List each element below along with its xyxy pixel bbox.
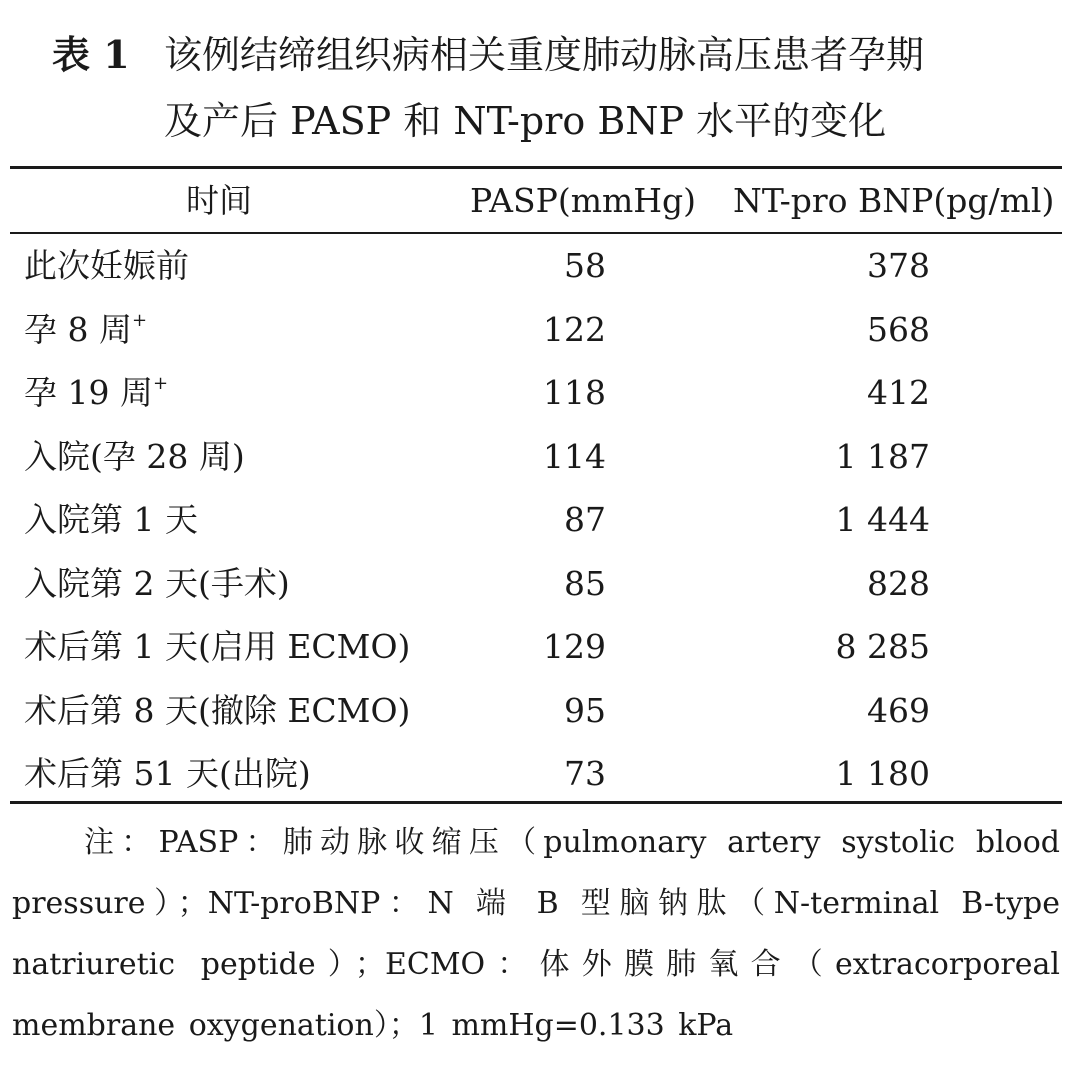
table-row bbox=[0, 488, 1080, 552]
cell-nt-pro-bnp: 469 bbox=[867, 690, 930, 730]
cell-pasp: 58 bbox=[564, 246, 606, 285]
cell-time: 入院(孕 28 周) bbox=[24, 436, 245, 476]
cell-time: 孕 19 周+ bbox=[24, 373, 169, 412]
header-nt-pro-bnp: NT-pro BNP(pg/ml) bbox=[733, 181, 1055, 220]
cell-pasp: 118 bbox=[543, 373, 606, 412]
table-row bbox=[0, 615, 1080, 679]
table-row bbox=[0, 425, 1080, 489]
caption-label: 表 1 bbox=[52, 32, 130, 77]
header-pasp: PASP(mmHg) bbox=[470, 181, 697, 220]
cell-time-superscript: + bbox=[152, 373, 169, 394]
cell-pasp: 95 bbox=[564, 690, 606, 730]
table-body bbox=[0, 234, 1080, 806]
table-row bbox=[0, 742, 1080, 806]
cell-nt-pro-bnp: 1 180 bbox=[835, 754, 930, 793]
cell-pasp: 85 bbox=[564, 563, 606, 603]
table-row bbox=[0, 552, 1080, 616]
cell-time: 术后第 8 天(撤除 ECMO) bbox=[24, 690, 411, 730]
caption-line-2 bbox=[0, 88, 1080, 154]
table-row bbox=[0, 234, 1080, 298]
cell-nt-pro-bnp: 8 285 bbox=[835, 627, 930, 666]
cell-time: 孕 8 周+ bbox=[24, 309, 148, 349]
cell-time: 入院第 1 天 bbox=[24, 500, 198, 539]
cell-pasp: 122 bbox=[543, 309, 606, 349]
table-top-rule bbox=[10, 166, 1062, 169]
caption-line-1 bbox=[0, 22, 1080, 88]
cell-nt-pro-bnp: 378 bbox=[867, 246, 930, 285]
cell-nt-pro-bnp: 568 bbox=[867, 309, 930, 349]
table-row bbox=[0, 679, 1080, 743]
table-footnote: 注：PASP：肺动脉收缩压（pulmonary artery systolic blood pressure）；NT-proBNP：N 端 B 型脑钠肽（N-terminal B-type natriuretic peptide）；ECMO：体外膜肺氧合（extracorporeal membrane oxygenation）；1 mmHg=0.133 kPa bbox=[12, 825, 1060, 1043]
cell-pasp: 87 bbox=[564, 500, 606, 539]
header-time: 时间 bbox=[186, 181, 252, 220]
cell-pasp: 129 bbox=[543, 627, 606, 666]
cell-time: 术后第 1 天(启用 ECMO) bbox=[24, 627, 411, 666]
caption-title-line-1: 该例结缔组织病相关重度肺动脉高压患者孕期 bbox=[164, 33, 925, 77]
cell-time: 入院第 2 天(手术) bbox=[24, 563, 290, 603]
cell-time: 此次妊娠前 bbox=[24, 246, 189, 285]
table-row bbox=[0, 361, 1080, 425]
cell-nt-pro-bnp: 412 bbox=[867, 373, 930, 412]
cell-time: 术后第 51 天(出院) bbox=[24, 754, 311, 793]
table-bottom-rule bbox=[10, 801, 1062, 804]
cell-pasp: 73 bbox=[564, 754, 606, 793]
cell-pasp: 114 bbox=[543, 436, 606, 476]
caption-title-line-2: 及产后 PASP 和 NT-pro BNP 水平的变化 bbox=[164, 99, 887, 143]
cell-nt-pro-bnp: 1 444 bbox=[835, 500, 930, 539]
table-row bbox=[0, 298, 1080, 362]
cell-time-superscript: + bbox=[131, 309, 148, 331]
cell-nt-pro-bnp: 828 bbox=[867, 563, 930, 603]
table-caption bbox=[0, 22, 1080, 154]
cell-nt-pro-bnp: 1 187 bbox=[835, 436, 930, 476]
